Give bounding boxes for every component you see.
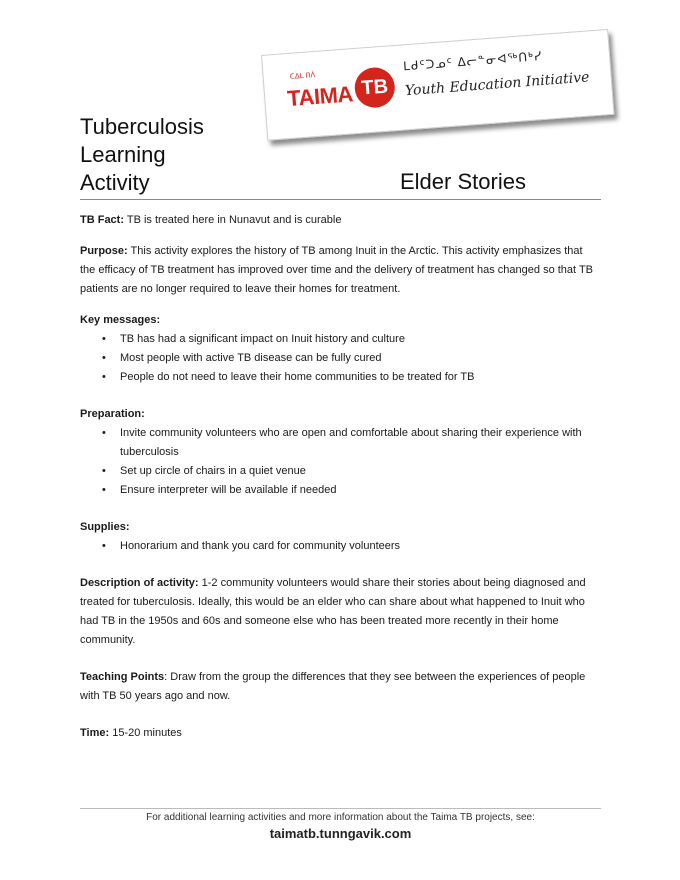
logo-syllabics: ᒪᑯᑦᑐᓄᑦ ᐃᓕᓐᓂᐊᖅᑎᒃᓯ	[402, 48, 543, 74]
title-line-3: Activity	[80, 170, 150, 195]
taima-tb-logo	[261, 29, 614, 141]
time-label: Time:	[80, 727, 110, 739]
key-messages-heading: Key messages:	[80, 314, 161, 326]
activity-body	[80, 211, 600, 743]
supplies-heading: Supplies:	[80, 521, 130, 533]
list-item: • Most people with active TB disease can be fully cured	[80, 349, 600, 368]
footer-text: For additional learning activities and more information about the Taima TB projects, see:	[146, 812, 535, 823]
description	[80, 574, 600, 650]
logo-wordmark: TAIMA	[286, 81, 354, 112]
preparation-heading: Preparation:	[80, 408, 145, 420]
list-item: • Honorarium and thank you card for community volunteers	[80, 537, 600, 556]
tb-fact-label: TB Fact:	[80, 214, 124, 226]
tb-fact	[80, 211, 600, 230]
purpose	[80, 242, 600, 299]
logo-tagline: Youth Education Initiative	[404, 69, 590, 100]
teaching-text: : Draw from the group the differences that they see between the experiences of people with TB 50 years ago and now.	[80, 671, 586, 702]
description-text: 1-2 community volunteers would share their stories about being diagnosed and treated for tuberculosis. Ideally, this would be an elder who can share about what happened to Inuit who had TB in the 1950s and 60s and someone else who has been treated more recently in their home community.	[80, 577, 586, 646]
page-title	[80, 113, 204, 197]
tb-fact-text: TB is treated here in Nunavut and is curable	[124, 214, 342, 226]
activity-subtitle: Elder Stories	[400, 169, 526, 194]
teaching-points	[80, 668, 600, 706]
list-item: • Set up circle of chairs in a quiet venue	[80, 462, 600, 481]
list-item: • Invite community volunteers who are open and comfortable about sharing their experience with tuberculosis	[80, 424, 600, 462]
description-label: Description of activity:	[80, 577, 199, 589]
list-item: • Ensure interpreter will be available if needed	[80, 481, 600, 500]
header-divider	[80, 199, 601, 200]
preparation-list	[80, 424, 600, 500]
logo-tb-circle: TB	[353, 66, 396, 109]
footer-divider	[80, 808, 601, 809]
supplies-list	[80, 537, 600, 556]
list-item: • People do not need to leave their home communities to be treated for TB	[80, 368, 600, 387]
teaching-label: Teaching Points	[80, 671, 165, 683]
title-line-1: Tuberculosis	[80, 114, 204, 139]
footer-link[interactable]: taimatb.tunngavik.com	[269, 826, 412, 841]
title-line-2: Learning	[80, 142, 166, 167]
purpose-label: Purpose:	[80, 245, 128, 257]
purpose-text: This activity explores the history of TB among Inuit in the Arctic. This activity emphasizes that the efficacy of TB treatment has improved over time and the delivery of treatment has changed so that TB patients are no longer required to leave their homes for treatment.	[80, 245, 593, 295]
key-messages-list	[80, 330, 600, 387]
list-item: • TB has had a significant impact on Inuit history and culture	[80, 330, 600, 349]
time-text: 15-20 minutes	[109, 727, 182, 739]
logo-syllabic-small: ᑕᐃᒪ ᑎᐲ	[289, 71, 316, 81]
time	[80, 724, 600, 743]
